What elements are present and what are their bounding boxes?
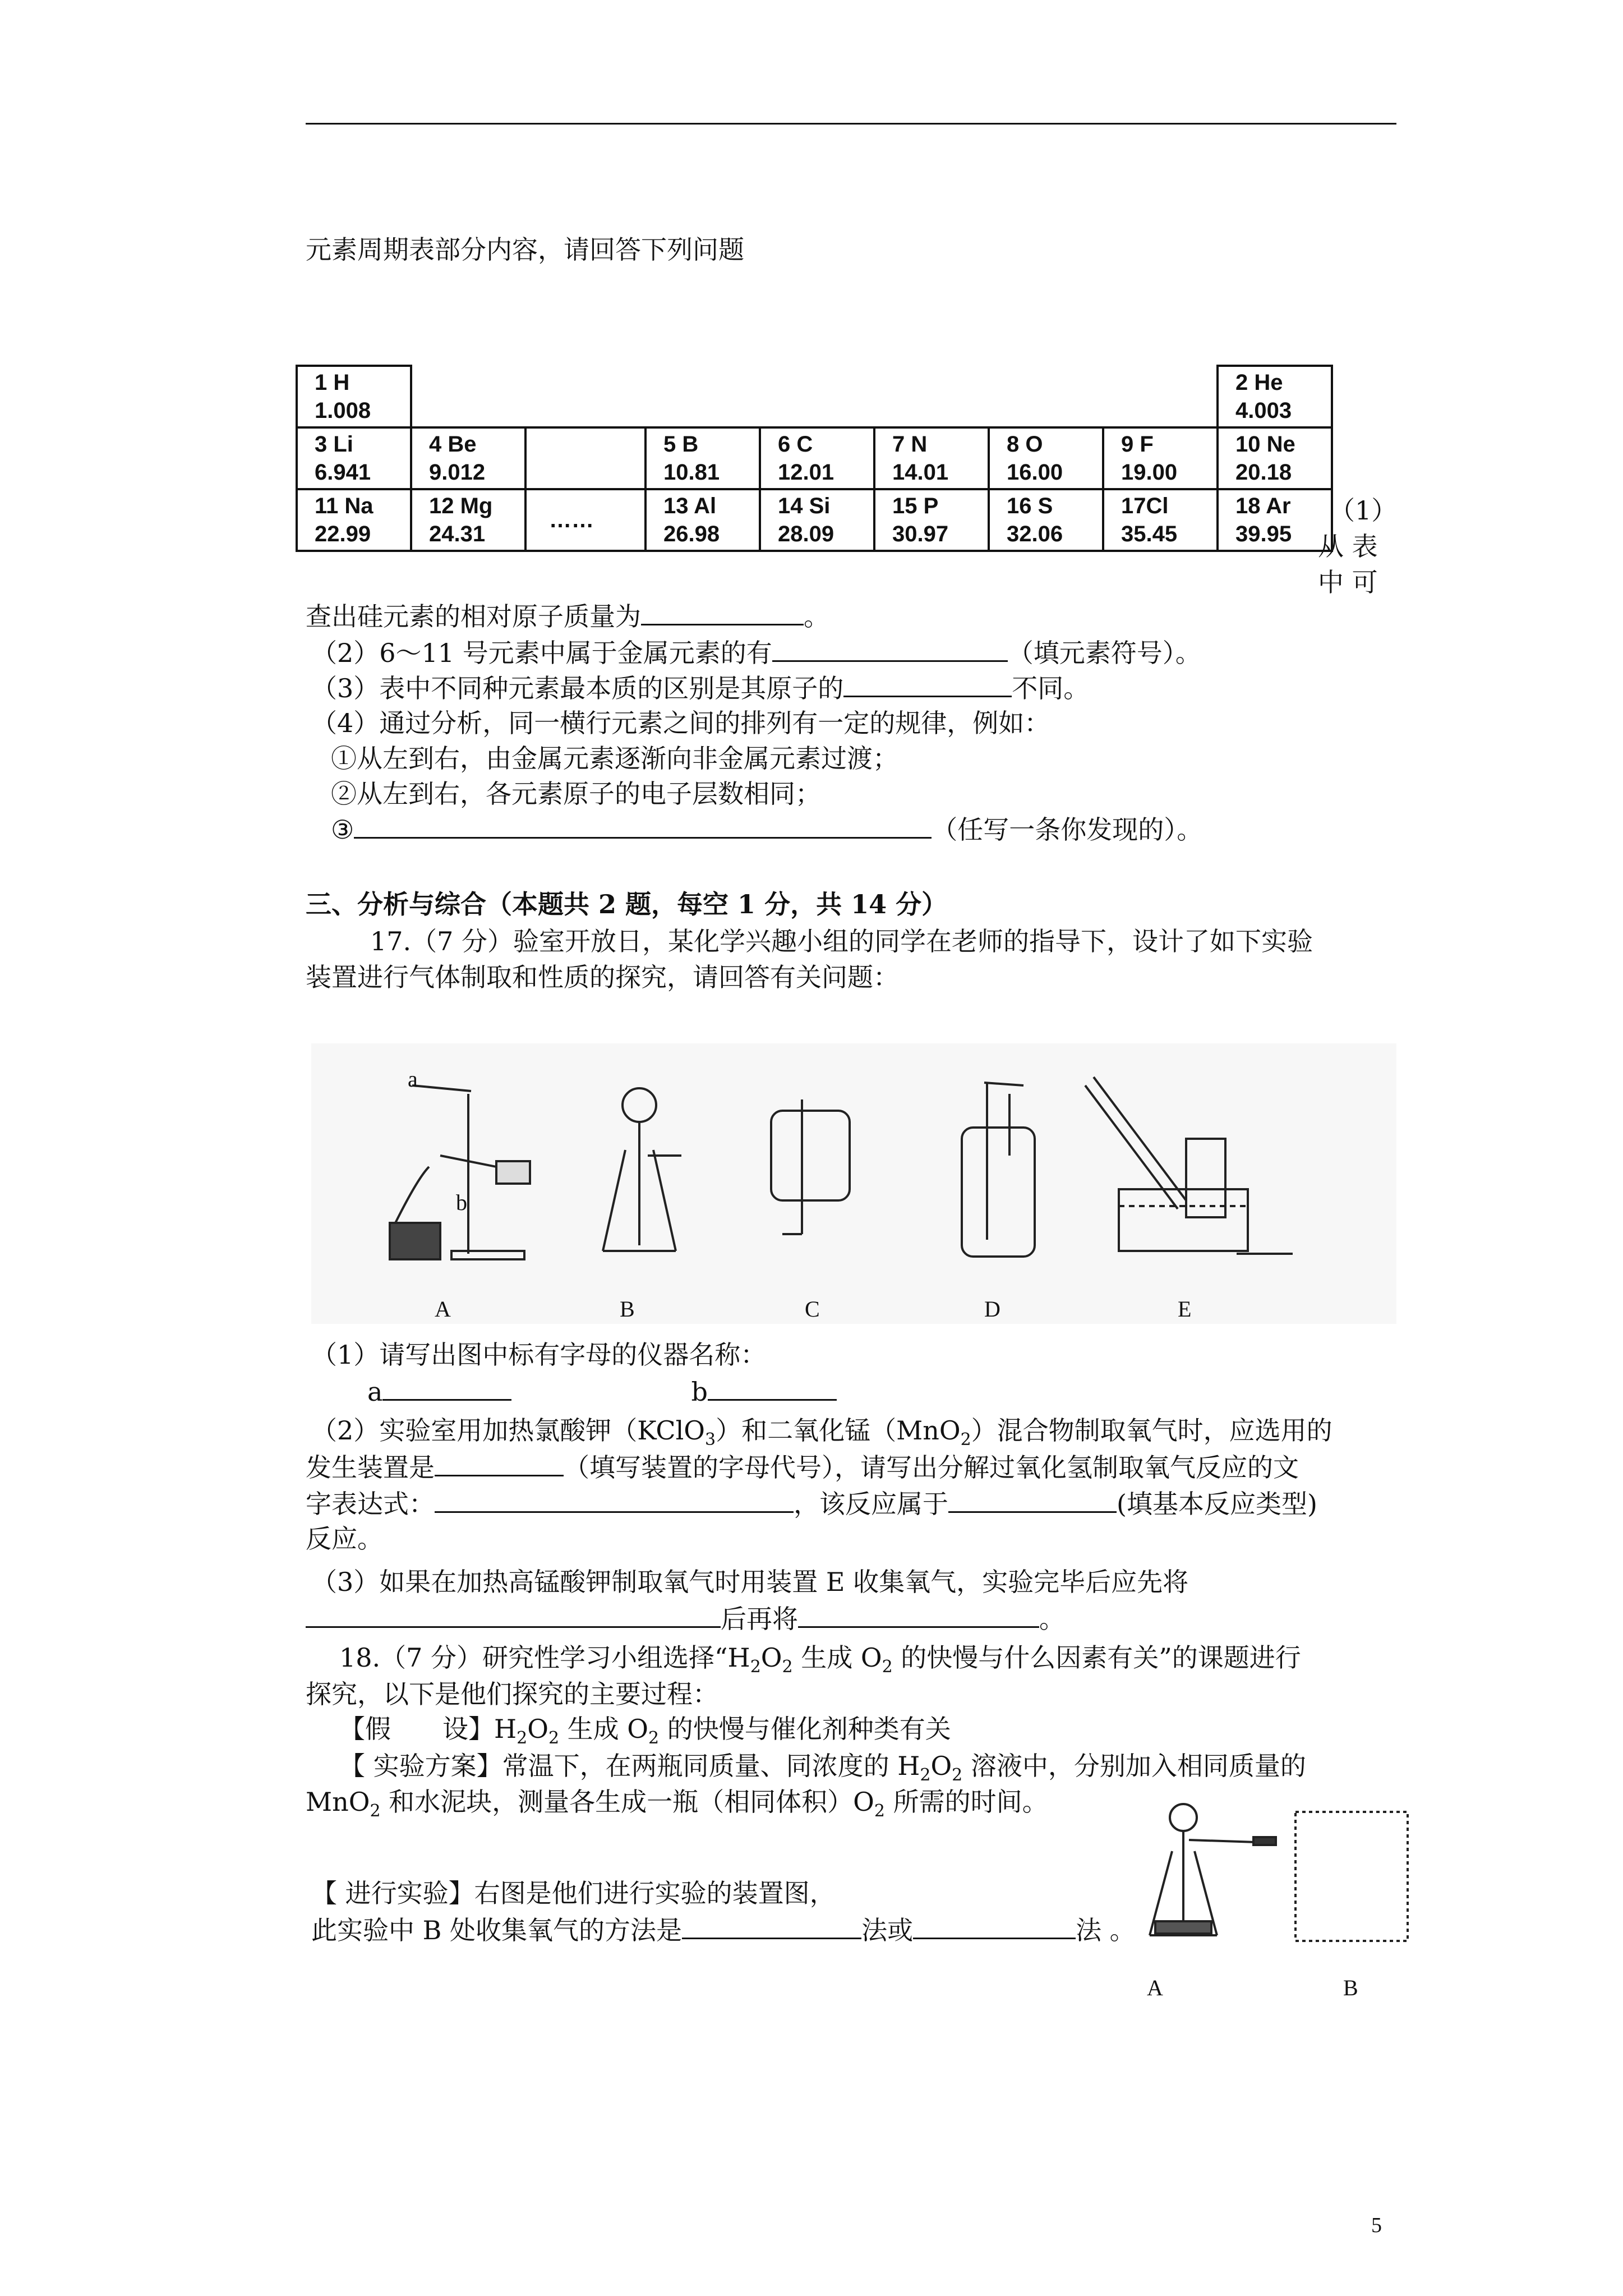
element-cell: 12 Mg 24.31 — [411, 489, 525, 551]
element-cell: 9 F 19.00 — [1103, 427, 1218, 489]
element-cell: 7 N 14.01 — [874, 427, 989, 489]
q17-part3-line2: 后再将 。 — [306, 1602, 1065, 1636]
q16-side-1: （1） — [1329, 495, 1398, 526]
q18-line-2: 探究，以下是他们探究的主要过程： — [306, 1679, 718, 1709]
element-cell: 17Cl 35.45 — [1103, 489, 1218, 551]
answer-blank[interactable] — [306, 1602, 721, 1628]
table-row — [297, 489, 1332, 551]
q16-part4: （4）通过分析，同一横行元素之间的排列有一定的规律，例如： — [311, 708, 1050, 738]
figure-label-E: E — [1178, 1296, 1192, 1322]
periodic-table — [296, 365, 1333, 552]
answer-blank[interactable] — [435, 1450, 564, 1476]
q16-part3: （3）表中不同种元素最本质的区别是其原子的 不同。 — [311, 671, 1089, 705]
q16-rule-3: ③ （任写一条你发现的）。 — [331, 812, 1202, 846]
answer-blank[interactable] — [641, 599, 804, 625]
q18-plan-2: MnO$_2$ 和水泥块，测量各生成一瓶（相同体积）$O_2$ 所需的时间。 — [306, 1787, 1048, 1821]
element-cell: 18 Ar 39.95 — [1218, 489, 1332, 551]
figure-label-D: D — [984, 1296, 1000, 1322]
q17-part2-line4: 反应。 — [306, 1524, 383, 1554]
answer-blank[interactable] — [843, 671, 1012, 697]
answer-blank[interactable] — [354, 812, 932, 839]
element-cell: 15 P 30.97 — [874, 489, 989, 551]
q18-experiment-1: 【 进行实验】右图是他们进行实验的装置图， — [311, 1878, 836, 1908]
q17-part1: （1）请写出图中标有字母的仪器名称： — [311, 1340, 767, 1370]
answer-blank[interactable] — [913, 1913, 1076, 1939]
element-cell: 5 B 10.81 — [645, 427, 760, 489]
page-number: 5 — [1371, 2214, 1382, 2237]
q16-side-2: 从 表 — [1318, 531, 1378, 562]
q18-plan-1: 【 实验方案】常温下，在两瓶同质量、同浓度的 $H_2O_2$ 溶液中，分别加入相同质量的 — [339, 1751, 1306, 1786]
figure-label-B: B — [620, 1296, 635, 1322]
figure-label-C: C — [805, 1296, 820, 1322]
q16-rule-1: ①从左到右，由金属元素逐渐向非金属元素过渡； — [331, 743, 898, 774]
q17-part1-blanks: a b — [367, 1374, 837, 1409]
q17-part2-line2: 发生装置是 （填写装置的字母代号），请写出分解过氧化氢制取氧气反应的文 — [306, 1450, 1299, 1484]
q17-line-1: 17.（7 分）验室开放日，某化学兴趣小组的同学在老师的指导下，设计了如下实验 — [370, 926, 1313, 956]
intro-text: 元素周期表部分内容，请回答下列问题 — [306, 234, 744, 265]
q18-figure-label-B: B — [1343, 1975, 1358, 2000]
element-cell: 11 Na 22.99 — [297, 489, 411, 551]
q17-line-2: 装置进行气体制取和性质的探究，请回答有关问题： — [306, 962, 899, 992]
q18-line-1: 18.（7 分）研究性学习小组选择“$H_2O_2$ 生成 $O_2$ 的快慢与什么因素有关”的课题进行 — [339, 1642, 1301, 1677]
q18-experiment-2: 此实验中 B 处收集氧气的方法是 法或 法 。 — [311, 1913, 1136, 1947]
q16-rule-2: ②从左到右，各元素原子的电子层数相同； — [331, 779, 821, 809]
gap-cell — [525, 427, 645, 489]
table-row — [297, 427, 1332, 489]
section-3-heading: 三、分析与综合（本题共 2 题，每空 1 分，共 14 分） — [306, 889, 948, 919]
answer-blank[interactable] — [682, 1913, 861, 1939]
q18-hypothesis: 【假 设】$H_2O_2$ 生成 $O_2$ 的快慢与催化剂种类有关 — [339, 1714, 951, 1749]
element-cell: 8 O 16.00 — [989, 427, 1103, 489]
apparatus-figure — [311, 1043, 1396, 1324]
q16-side-3: 中 可 — [1318, 567, 1378, 597]
answer-blank[interactable] — [798, 1602, 1039, 1628]
q18-apparatus-drawing — [1133, 1801, 1413, 2003]
q17-part2-line1: （2）实验室用加热氯酸钾（KClO$_3$）和二氧化锰（MnO$_2$）混合物制取氧气时，应选用的 — [311, 1415, 1332, 1450]
answer-blank[interactable] — [708, 1374, 837, 1401]
q17-part3-line1: （3）如果在加热高锰酸钾制取氧气时用装置 E 收集氧气，实验完毕后应先将 — [311, 1567, 1189, 1597]
element-cell: 3 Li 6.941 — [297, 427, 411, 489]
element-cell: 16 S 32.06 — [989, 489, 1103, 551]
answer-blank[interactable] — [948, 1487, 1117, 1513]
element-cell: 6 C 12.01 — [760, 427, 874, 489]
answer-blank[interactable] — [435, 1487, 794, 1513]
header-rule — [306, 123, 1396, 125]
element-cell: 14 Si 28.09 — [760, 489, 874, 551]
element-cell: 10 Ne 20.18 — [1218, 427, 1332, 489]
figure-label-A: A — [435, 1296, 451, 1322]
q16-part1: 查出硅元素的相对原子质量为 。 — [306, 599, 829, 633]
element-cell: 4 Be 9.012 — [411, 427, 525, 489]
apparatus-drawing — [311, 1043, 1396, 1324]
element-cell: 2 He 4.003 — [1218, 366, 1332, 427]
answer-blank[interactable] — [772, 636, 1008, 662]
element-cell: 1 H 1.008 — [297, 366, 411, 427]
label-a: a — [408, 1066, 418, 1092]
q17-part2-line3: 字表达式： ，该反应属于 (填基本反应类型) — [306, 1487, 1317, 1521]
ellipsis-cell: …… — [525, 489, 645, 551]
element-cell: 13 Al 26.98 — [645, 489, 760, 551]
q16-part2: （2）6～11 号元素中属于金属元素的有 （填元素符号）。 — [311, 636, 1201, 670]
q18-figure-label-A: A — [1147, 1975, 1163, 2000]
label-b: b — [456, 1190, 467, 1215]
answer-blank[interactable] — [382, 1374, 511, 1401]
table-row — [297, 366, 1332, 427]
